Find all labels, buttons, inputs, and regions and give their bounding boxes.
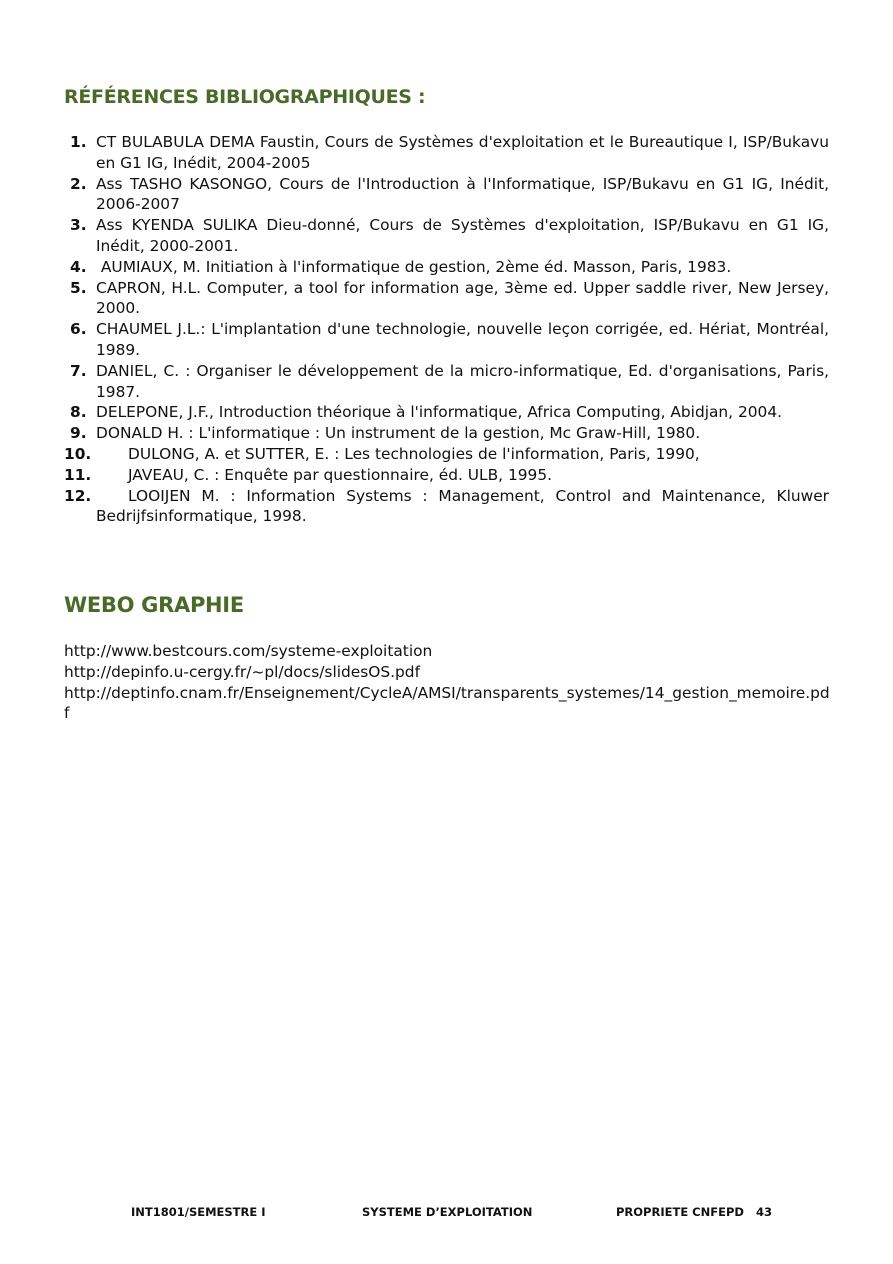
item-number: 11.	[64, 465, 92, 484]
footer-owner: PROPRIETE CNFEPD	[616, 1205, 744, 1219]
page-footer	[0, 1205, 893, 1221]
references-heading: RÉFÉRENCES BIBLIOGRAPHIQUES :	[64, 86, 426, 108]
item-number: 9.	[70, 424, 87, 443]
item-number: 7.	[70, 361, 87, 380]
item-number: 12.	[64, 486, 92, 505]
list-item	[64, 215, 829, 257]
item-number: 3.	[70, 216, 87, 235]
footer-subject: SYSTEME D’EXPLOITATION	[362, 1205, 533, 1219]
item-text: Ass KYENDA SULIKA Dieu-donné, Cours de Systèmes d'exploitation, ISP/Bukavu en G1 IG, Inédit, 2000-2001.	[96, 216, 829, 255]
list-item	[64, 174, 829, 216]
item-text: JAVEAU, C. : Enquête par questionnaire, éd. ULB, 1995.	[128, 465, 553, 484]
webography-links	[64, 641, 834, 724]
list-item	[64, 361, 829, 403]
item-text: DELEPONE, J.F., Introduction théorique à l'informatique, Africa Computing, Abidjan, 2004.	[96, 403, 783, 422]
item-number: 6.	[70, 320, 87, 339]
list-item	[64, 444, 829, 465]
list-item	[64, 423, 829, 444]
item-text: CHAUMEL J.L.: L'implantation d'une technologie, nouvelle leçon corrigée, ed. Hériat, Montréal, 1989.	[96, 320, 829, 359]
item-text: CT BULABULA DEMA Faustin, Cours de Systèmes d'exploitation et le Bureautique I, ISP/Bukavu en G1 IG, Inédit, 2004-2005	[96, 133, 829, 172]
item-number: 10.	[64, 444, 92, 463]
item-text: CAPRON, H.L. Computer, a tool for information age, 3ème ed. Upper saddle river, New Jersey, 2000.	[96, 278, 829, 318]
webography-heading: WEBO GRAPHIE	[64, 593, 244, 617]
item-text: DONALD H. : L'informatique : Un instrument de la gestion, Mc Graw-Hill, 1980.	[96, 424, 701, 443]
item-text: DULONG, A. et SUTTER, E. : Les technologies de l'information, Paris, 1990,	[128, 444, 700, 463]
references-list	[64, 132, 829, 527]
item-text: DANIEL, C. : Organiser le développement de la micro-informatique, Ed. d'organisations, Paris, 1987.	[96, 361, 829, 401]
list-item	[64, 319, 829, 361]
list-item	[64, 465, 829, 486]
list-item	[64, 486, 829, 528]
item-number: 5.	[70, 278, 87, 297]
web-link[interactable]: http://www.bestcours.com/systeme-exploitation	[64, 642, 433, 660]
page-number: 43	[756, 1205, 773, 1219]
footer-course-code: INT1801/SEMESTRE I	[131, 1205, 266, 1219]
item-text: LOOIJEN M. : Information Systems : Management, Control and Maintenance, Kluwer Bedrijfsinformatique, 1998.	[96, 486, 829, 526]
list-item	[64, 132, 829, 174]
item-number: 1.	[70, 133, 87, 151]
list-item	[64, 278, 829, 320]
item-text: AUMIAUX, M. Initiation à l'informatique de gestion, 2ème éd. Masson, Paris, 1983.	[96, 257, 732, 276]
item-number: 4.	[70, 257, 87, 276]
item-number: 2.	[70, 174, 87, 193]
item-number: 8.	[70, 403, 87, 422]
web-link[interactable]: http://deptinfo.cnam.fr/Enseignement/CycleA/AMSI/transparents_systemes/14_gestion_memoire.pdf	[64, 683, 830, 723]
web-link[interactable]: http://depinfo.u-cergy.fr/~pl/docs/slidesOS.pdf	[64, 662, 420, 681]
list-item	[64, 257, 829, 278]
list-item	[64, 402, 829, 423]
item-text: Ass TASHO KASONGO, Cours de l'Introduction à l'Informatique, ISP/Bukavu en G1 IG, Inédit, 2006-2007	[96, 174, 829, 214]
